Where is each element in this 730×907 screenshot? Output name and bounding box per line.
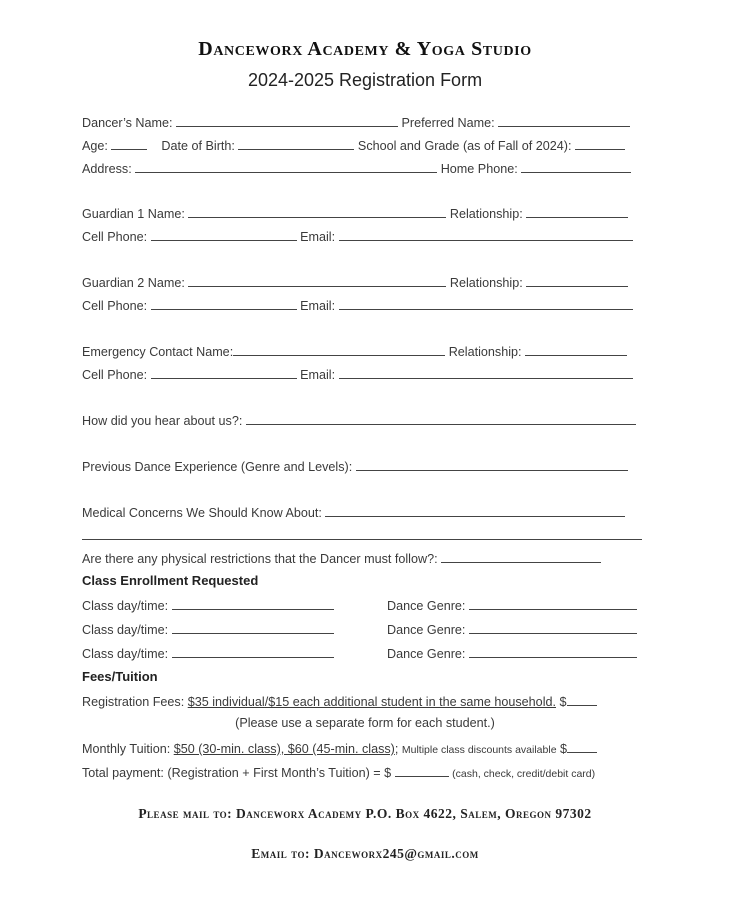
guardian1-row — [82, 205, 628, 221]
medical-row-2 — [82, 527, 642, 543]
class-day-blank[interactable] — [172, 621, 334, 634]
guardian1-relationship-blank[interactable] — [526, 205, 628, 218]
multiple-class-discount-note: Multiple class discounts available — [401, 744, 557, 756]
guardian2-email-blank[interactable] — [339, 297, 633, 310]
guardian1-email-label: Email: — [300, 230, 336, 244]
form-subtitle: 2024-2025 Registration Form — [247, 70, 483, 90]
previous-experience-row — [82, 458, 628, 474]
address-blank[interactable] — [135, 160, 437, 173]
total-payment-blank[interactable] — [395, 764, 449, 777]
dancer-name-blank[interactable] — [176, 114, 398, 127]
genre-row-3 — [387, 645, 637, 661]
school-grade-blank[interactable] — [575, 137, 625, 150]
hear-about-blank[interactable] — [246, 412, 636, 425]
age-label: Age: — [82, 139, 108, 153]
guardian1-cell-label: Cell Phone: — [82, 230, 148, 244]
emergency-relationship-label: Relationship: — [448, 345, 522, 359]
guardian2-relationship-label: Relationship: — [449, 276, 523, 290]
genre-label: Dance Genre: — [387, 599, 466, 613]
mail-instructions: Please mail to: Danceworx Academy P.O. Box 4622, Salem, Oregon 97302 — [138, 806, 592, 821]
guardian2-name-blank[interactable] — [188, 274, 446, 287]
medical-blank[interactable] — [325, 504, 625, 517]
registration-amount-blank[interactable] — [567, 693, 597, 706]
guardian1-name-label: Guardian 1 Name: — [82, 207, 185, 221]
class-row-3 — [82, 645, 334, 661]
dob-blank[interactable] — [238, 137, 354, 150]
form-title: Danceworx Academy & Yoga Studio — [198, 38, 532, 60]
registration-fees-label: Registration Fees: — [82, 695, 185, 709]
emergency-cell-label: Cell Phone: — [82, 368, 148, 382]
restrictions-label: Are there any physical restrictions that the Dancer must follow?: — [82, 552, 438, 566]
hear-about-row — [82, 412, 636, 428]
email-instructions: Email to: Danceworx245@gmail.com — [251, 846, 479, 861]
guardian2-email-label: Email: — [300, 299, 336, 313]
guardian1-cell-blank[interactable] — [151, 228, 297, 241]
guardian1-relationship-label: Relationship: — [449, 207, 523, 221]
class-day-label: Class day/time: — [82, 647, 169, 661]
dancer-name-label: Dancer’s Name: — [82, 116, 173, 130]
medical-row — [82, 504, 625, 520]
restrictions-blank[interactable] — [441, 550, 601, 563]
emergency-row — [82, 343, 627, 359]
total-payment-row — [82, 764, 595, 780]
address-label: Address: — [82, 162, 132, 176]
genre-blank[interactable] — [469, 645, 637, 658]
monthly-amount-blank[interactable] — [567, 740, 597, 753]
registration-dollar: $ — [559, 695, 567, 709]
school-grade-label: School and Grade (as of Fall of 2024): — [357, 139, 572, 153]
monthly-tuition-label: Monthly Tuition: — [82, 742, 171, 756]
class-day-label: Class day/time: — [82, 599, 169, 613]
genre-row-1 — [387, 597, 637, 613]
medical-blank-2[interactable] — [82, 527, 642, 540]
guardian1-contact-row — [82, 228, 633, 244]
age-row — [82, 137, 625, 153]
class-row-1 — [82, 597, 334, 613]
address-row — [82, 160, 631, 176]
registration-fees-detail: $35 individual/$15 each additional student in the same household. — [187, 695, 556, 709]
separate-form-note: (Please use a separate form for each student.) — [235, 716, 495, 730]
previous-experience-blank[interactable] — [356, 458, 628, 471]
emergency-relationship-blank[interactable] — [525, 343, 627, 356]
guardian2-row — [82, 274, 628, 290]
genre-label: Dance Genre: — [387, 623, 466, 637]
class-day-blank[interactable] — [172, 645, 334, 658]
age-blank[interactable] — [111, 137, 147, 150]
guardian2-name-label: Guardian 2 Name: — [82, 276, 185, 290]
genre-row-2 — [387, 621, 637, 637]
fees-heading: Fees/Tuition — [82, 669, 158, 684]
emergency-email-blank[interactable] — [339, 366, 633, 379]
guardian2-cell-label: Cell Phone: — [82, 299, 148, 313]
emergency-name-label: Emergency Contact Name: — [82, 345, 234, 359]
dancer-name-row — [82, 114, 630, 130]
monthly-tuition-detail: $50 (30-min. class), $60 (45-min. class) — [173, 742, 395, 756]
class-enrollment-heading: Class Enrollment Requested — [82, 573, 259, 588]
class-day-blank[interactable] — [172, 597, 334, 610]
guardian2-cell-blank[interactable] — [151, 297, 297, 310]
home-phone-label: Home Phone: — [440, 162, 518, 176]
guardian2-contact-row — [82, 297, 633, 313]
preferred-name-blank[interactable] — [498, 114, 630, 127]
class-day-label: Class day/time: — [82, 623, 169, 637]
payment-methods-note: (cash, check, credit/debit card) — [452, 768, 596, 780]
total-payment-label: Total payment: (Registration + First Month’s Tuition) = $ — [82, 766, 392, 780]
emergency-name-blank[interactable] — [233, 343, 445, 356]
medical-label: Medical Concerns We Should Know About: — [82, 506, 322, 520]
hear-about-label: How did you hear about us?: — [82, 414, 243, 428]
restrictions-row — [82, 550, 601, 566]
guardian2-relationship-blank[interactable] — [526, 274, 628, 287]
monthly-semicolon: ; — [394, 742, 399, 756]
monthly-dollar: $ — [560, 742, 568, 756]
emergency-cell-blank[interactable] — [151, 366, 297, 379]
genre-label: Dance Genre: — [387, 647, 466, 661]
preferred-name-label: Preferred Name: — [401, 116, 495, 130]
class-row-2 — [82, 621, 334, 637]
genre-blank[interactable] — [469, 621, 637, 634]
registration-fees-row — [82, 693, 597, 709]
monthly-tuition-row — [82, 740, 597, 756]
home-phone-blank[interactable] — [521, 160, 631, 173]
genre-blank[interactable] — [469, 597, 637, 610]
guardian1-email-blank[interactable] — [339, 228, 633, 241]
emergency-email-label: Email: — [300, 368, 336, 382]
dob-label: Date of Birth: — [161, 139, 235, 153]
previous-experience-label: Previous Dance Experience (Genre and Levels): — [82, 460, 353, 474]
guardian1-name-blank[interactable] — [188, 205, 446, 218]
emergency-contact-row — [82, 366, 633, 382]
